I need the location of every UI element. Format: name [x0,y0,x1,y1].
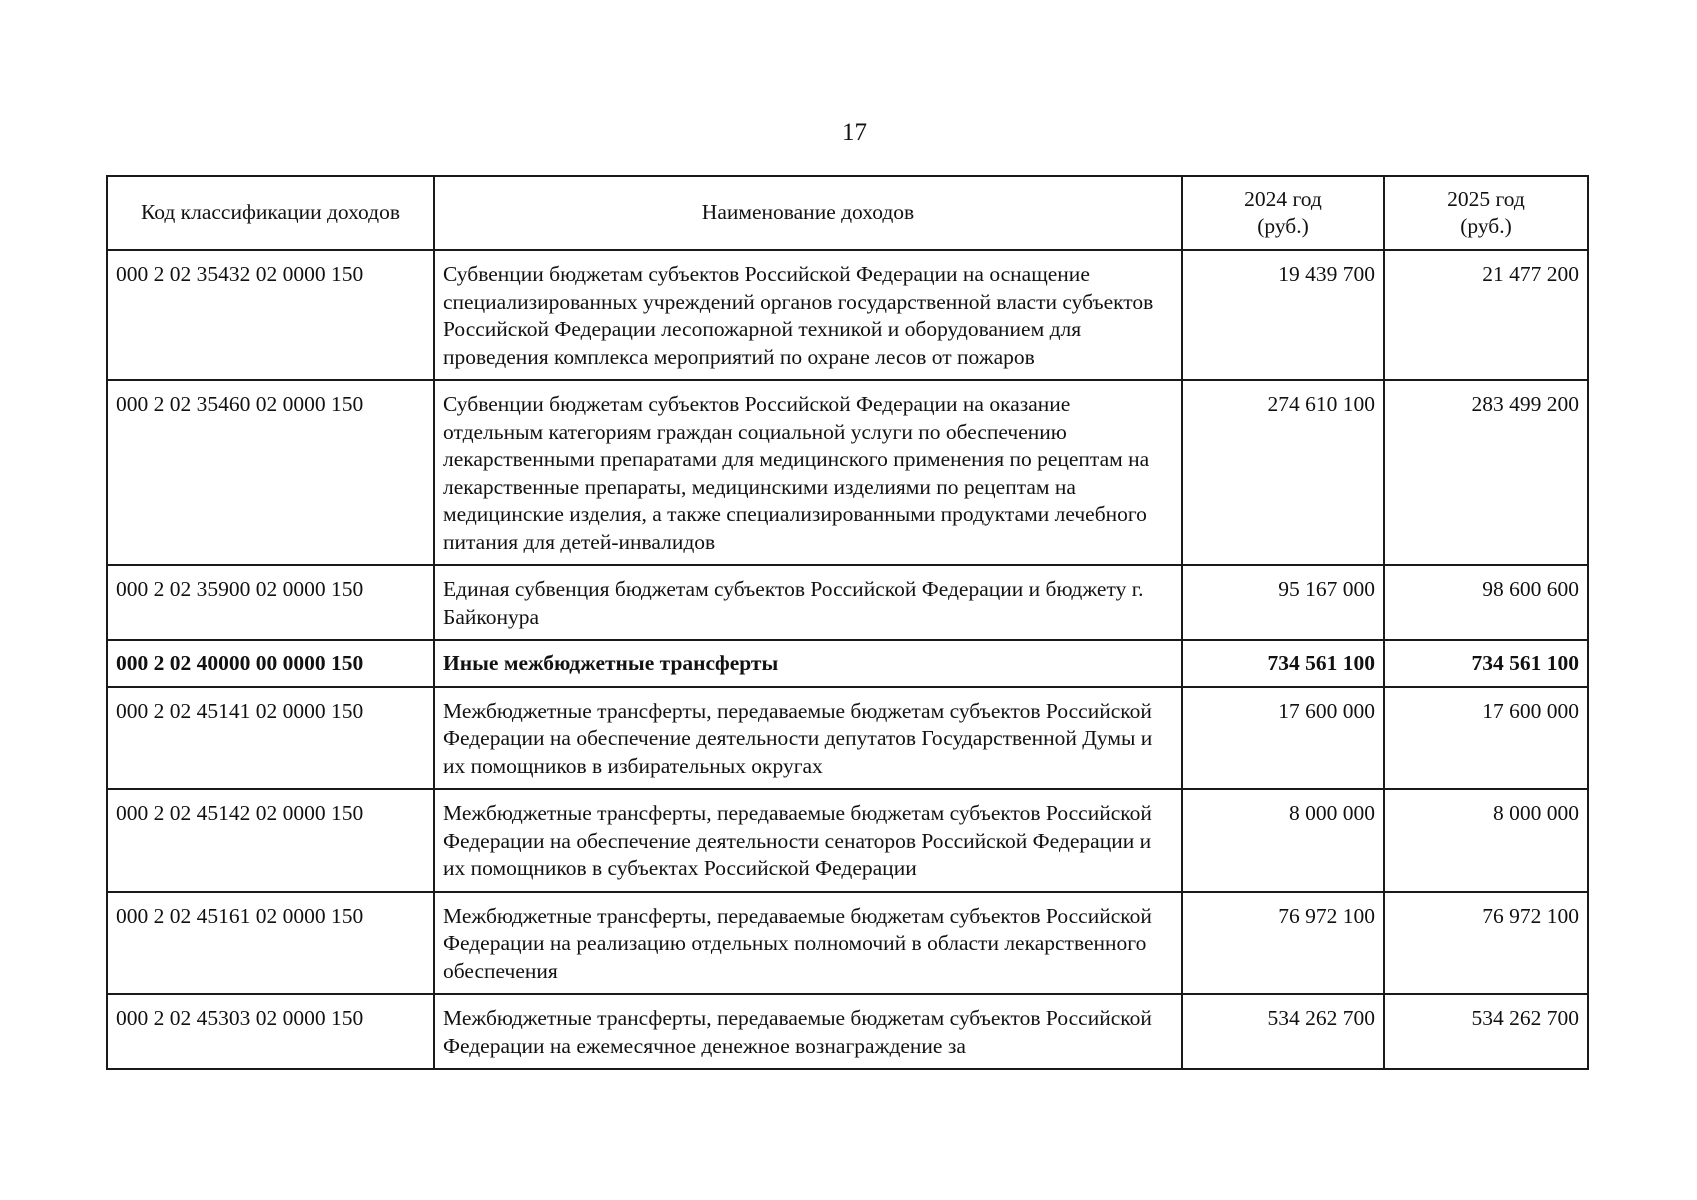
table-row-total [107,640,1588,687]
row-value-2025: 21 477 200 [1384,250,1588,380]
row-value-2025: 283 499 200 [1384,380,1588,565]
row-code: 000 2 02 45161 02 0000 150 [107,892,434,995]
row-value-2024: 76 972 100 [1182,892,1384,995]
row-code: 000 2 02 45303 02 0000 150 [107,994,434,1069]
header-2024-unit: (руб.) [1257,214,1309,238]
row-value-2025: 17 600 000 [1384,687,1588,790]
table-row [107,380,1588,565]
row-code: 000 2 02 35900 02 0000 150 [107,565,434,640]
row-name: Иные межбюджетные трансферты [434,640,1182,687]
row-name: Субвенции бюджетам субъектов Российской Федерации на оснащение специализированных учреждений органов государственной власти субъектов Российской Федерации лесопожарной техникой и оборудованием для проведения комплекса мероприятий по охране лесов от пожаров [434,250,1182,380]
row-name: Единая субвенция бюджетам субъектов Российской Федерации и бюджету г. Байконура [434,565,1182,640]
header-code: Код классификации доходов [107,176,434,250]
table-row [107,250,1588,380]
header-2025-year: 2025 год [1447,186,1525,211]
income-table [106,175,1589,1070]
row-name: Субвенции бюджетам субъектов Российской Федерации на оказание отдельным категориям граждан социальной услуги по обеспечению лекарственными препаратами для медицинского применения по рецептам на лекарственные препараты, медицинскими изделиями по рецептам на медицинские изделия, а также специализированными продуктами лечебного питания для детей-инвалидов [434,380,1182,565]
row-value-2025: 98 600 600 [1384,565,1588,640]
row-value-2024: 17 600 000 [1182,687,1384,790]
row-code: 000 2 02 40000 00 0000 150 [107,640,434,687]
row-code: 000 2 02 35460 02 0000 150 [107,380,434,565]
row-name: Межбюджетные трансферты, передаваемые бюджетам субъектов Российской Федерации на обеспечение деятельности депутатов Государственной Думы и их помощников в избирательных округах [434,687,1182,790]
header-2025 [1384,176,1588,250]
row-value-2025: 8 000 000 [1384,789,1588,892]
row-name: Межбюджетные трансферты, передаваемые бюджетам субъектов Российской Федерации на ежемесячное денежное вознаграждение за [434,994,1182,1069]
row-name: Межбюджетные трансферты, передаваемые бюджетам субъектов Российской Федерации на обеспечение деятельности сенаторов Российской Федерации и их помощников в субъектах Российской Федерации [434,789,1182,892]
table-row [107,994,1588,1069]
page-number [0,118,1697,148]
table-row [107,892,1588,995]
row-value-2024: 19 439 700 [1182,250,1384,380]
row-value-2024: 274 610 100 [1182,380,1384,565]
page-number-text: 17 [842,119,867,146]
row-value-2024: 534 262 700 [1182,994,1384,1069]
row-code: 000 2 02 45142 02 0000 150 [107,789,434,892]
header-2024 [1182,176,1384,250]
row-value-2024: 8 000 000 [1182,789,1384,892]
header-2025-unit: (руб.) [1460,214,1512,238]
table-header-row [107,176,1588,250]
row-value-2025: 534 262 700 [1384,994,1588,1069]
header-name: Наименование доходов [434,176,1182,250]
row-value-2024: 734 561 100 [1182,640,1384,687]
table-row [107,789,1588,892]
header-2024-year: 2024 год [1244,186,1322,211]
row-name: Межбюджетные трансферты, передаваемые бюджетам субъектов Российской Федерации на реализацию отдельных полномочий в области лекарственного обеспечения [434,892,1182,995]
row-code: 000 2 02 45141 02 0000 150 [107,687,434,790]
table-row [107,687,1588,790]
row-value-2025: 734 561 100 [1384,640,1588,687]
row-value-2024: 95 167 000 [1182,565,1384,640]
table-row [107,565,1588,640]
row-code: 000 2 02 35432 02 0000 150 [107,250,434,380]
row-value-2025: 76 972 100 [1384,892,1588,995]
